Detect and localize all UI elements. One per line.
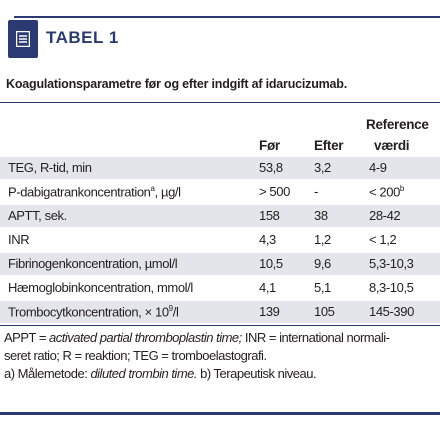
- top-rule: [14, 16, 440, 18]
- row-label: P-dabigatrankoncentration$^a$, µg/l: [8, 184, 181, 200]
- row-for: 158: [259, 208, 280, 223]
- row-ref: 5,3-10,3: [369, 256, 414, 271]
- row-label: TEG, R-tid, min: [8, 160, 92, 175]
- row-efter: 5,1: [314, 280, 331, 295]
- table-row: [0, 277, 440, 299]
- footnote-line2: seret ratio; R = reaktion; TEG = tromboelastografi.: [4, 348, 267, 363]
- row-ref: 28-42: [369, 208, 401, 223]
- table-caption: Koagulationsparametre før og efter indgift af idarucizumab.: [6, 77, 348, 91]
- footnote-line1: APPT = activated partial thromboplastin time; INR = international normali-: [4, 330, 390, 345]
- row-efter: -: [314, 184, 318, 199]
- colhead-for: Før: [259, 138, 280, 153]
- bottom-rule: [0, 412, 440, 415]
- table-header: [0, 0, 440, 66]
- row-efter: 105: [314, 304, 335, 319]
- caption-rule: [0, 102, 440, 103]
- row-ref: < 1,2: [369, 232, 397, 247]
- document-icon: [16, 31, 30, 47]
- footnote-line3: a) Målemetode: diluted trombin time. b) Terapeutisk niveau.: [4, 366, 317, 381]
- row-ref: 145-390: [369, 304, 414, 319]
- colhead-efter: Efter: [314, 138, 344, 153]
- row-ref: < $200^b$: [369, 184, 404, 200]
- colhead-reference: Reference: [366, 117, 429, 132]
- row-for: > 500: [259, 184, 290, 199]
- row-efter: 1,2: [314, 232, 331, 247]
- row-efter: 3,2: [314, 160, 331, 175]
- row-label: Trombocytkoncentration, × $10^9/l$: [8, 304, 179, 320]
- row-for: 4,1: [259, 280, 276, 295]
- row-for: 139: [259, 304, 280, 319]
- row-ref: 4-9: [369, 160, 387, 175]
- table-row: [0, 181, 440, 203]
- row-for: 4,3: [259, 232, 276, 247]
- row-efter: 38: [314, 208, 328, 223]
- table-bottom-rule: [0, 325, 440, 326]
- table-row: [0, 301, 440, 323]
- row-ref: 8,3-10,5: [369, 280, 414, 295]
- table-badge: [8, 20, 38, 58]
- row-for: 10,5: [259, 256, 283, 271]
- row-label: INR: [8, 232, 30, 247]
- row-for: 53,8: [259, 160, 283, 175]
- table-row: [0, 229, 440, 251]
- table-row: [0, 205, 440, 227]
- row-label: Fibrinogenkoncentration, µmol/l: [8, 256, 178, 271]
- table-title: TABEL 1: [46, 28, 119, 47]
- table-row: [0, 253, 440, 275]
- row-label: Hæmoglobinkoncentration, mmol/l: [8, 280, 193, 295]
- table-row: [0, 157, 440, 179]
- colhead-reference-line2: værdi: [374, 138, 410, 153]
- row-efter: 9,6: [314, 256, 331, 271]
- row-label: APTT, sek.: [8, 208, 67, 223]
